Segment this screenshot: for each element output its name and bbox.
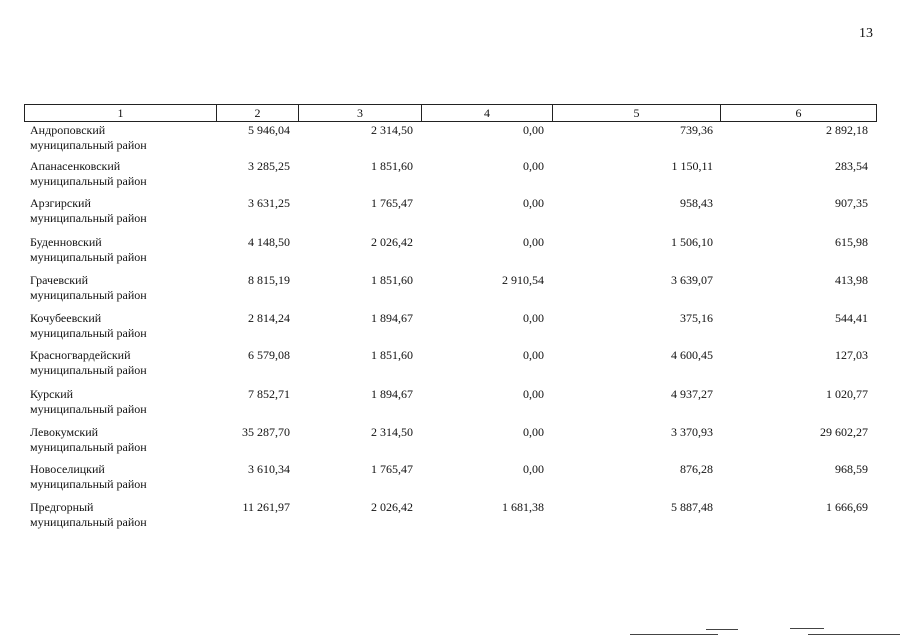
cell-col-6: 283,54 [835,159,868,173]
cell-col-4: 0,00 [523,462,544,476]
district-name-line2: муниципальный район [30,250,147,264]
cell-col-3: 1 851,60 [371,159,413,173]
cell-col-5: 5 887,48 [671,500,713,514]
cell-col-2: 2 814,24 [248,311,290,325]
district-name-line1: Красногвардейский [30,348,131,362]
table-row [0,159,903,191]
cell-col-4: 0,00 [523,425,544,439]
cell-col-2: 8 815,19 [248,273,290,287]
district-name-line1: Арзгирский [30,196,91,210]
district-name-line1: Левокумский [30,425,99,439]
footer-rule [790,628,824,629]
cell-col-6: 29 602,27 [820,425,868,439]
district-name-line2: муниципальный район [30,288,147,302]
district-name-line2: муниципальный район [30,138,147,152]
cell-col-2: 4 148,50 [248,235,290,249]
cell-col-3: 1 765,47 [371,462,413,476]
cell-col-2: 5 946,04 [248,123,290,137]
cell-col-3: 1 765,47 [371,196,413,210]
table-row [0,123,903,155]
cell-col-4: 0,00 [523,159,544,173]
cell-col-2: 11 261,97 [242,500,290,514]
cell-col-3: 1 851,60 [371,273,413,287]
table-row [0,273,903,305]
cell-col-6: 544,41 [835,311,868,325]
cell-col-2: 35 287,70 [242,425,290,439]
district-name-line1: Андроповский [30,123,106,137]
cell-col-2: 3 285,25 [248,159,290,173]
cell-col-6: 615,98 [835,235,868,249]
cell-col-5: 4 937,27 [671,387,713,401]
cell-col-6: 907,35 [835,196,868,210]
column-header-2: 2 [254,106,261,120]
cell-col-6: 968,59 [835,462,868,476]
district-name-line1: Грачевский [30,273,88,287]
table-row [0,311,903,343]
district-name-line2: муниципальный район [30,440,147,454]
cell-col-5: 739,36 [680,123,713,137]
cell-col-3: 2 314,50 [371,123,413,137]
district-name-line2: муниципальный район [30,174,147,188]
cell-col-2: 3 610,34 [248,462,290,476]
district-name-line1: Апанасенковский [30,159,121,173]
district-name-line2: муниципальный район [30,211,147,225]
cell-col-5: 4 600,45 [671,348,713,362]
cell-col-3: 1 894,67 [371,311,413,325]
district-name-line2: муниципальный район [30,477,147,491]
cell-col-2: 3 631,25 [248,196,290,210]
table-row [0,500,903,532]
cell-col-5: 3 370,93 [671,425,713,439]
cell-col-6: 1 666,69 [826,500,868,514]
table-row [0,462,903,494]
cell-col-3: 2 026,42 [371,235,413,249]
table-row [0,235,903,267]
table-row [0,196,903,228]
column-header-1: 1 [117,106,124,120]
district-name-line1: Буденновский [30,235,102,249]
cell-col-3: 1 894,67 [371,387,413,401]
cell-col-4: 0,00 [523,235,544,249]
table-row [0,425,903,457]
cell-col-3: 2 026,42 [371,500,413,514]
cell-col-4: 1 681,38 [502,500,544,514]
cell-col-4: 0,00 [523,348,544,362]
column-header-3: 3 [357,106,363,120]
cell-col-4: 0,00 [523,311,544,325]
district-name-line2: муниципальный район [30,402,147,416]
cell-col-3: 2 314,50 [371,425,413,439]
table-row [0,348,903,380]
page-number: 13 [859,26,873,41]
table-row [0,387,903,419]
cell-col-2: 6 579,08 [248,348,290,362]
district-name-line2: муниципальный район [30,363,147,377]
cell-col-4: 0,00 [523,196,544,210]
district-name-line1: Новоселицкий [30,462,105,476]
cell-col-6: 127,03 [835,348,868,362]
table-header [24,104,877,122]
footer-rule [808,634,900,635]
cell-col-6: 413,98 [835,273,868,287]
footer-rule [706,629,738,630]
column-header-5: 5 [633,106,640,120]
cell-col-5: 3 639,07 [671,273,713,287]
cell-col-5: 1 506,10 [671,235,713,249]
cell-col-5: 1 150,11 [671,159,713,173]
district-name-line2: муниципальный район [30,515,147,529]
district-name-line1: Предгорный [30,500,94,514]
district-name-line1: Кочубеевский [30,311,102,325]
cell-col-4: 0,00 [523,123,544,137]
column-header-6: 6 [795,106,802,120]
cell-col-6: 2 892,18 [826,123,868,137]
cell-col-5: 375,16 [680,311,713,325]
cell-col-5: 958,43 [680,196,713,210]
cell-col-3: 1 851,60 [371,348,413,362]
district-name-line1: Курский [30,387,74,401]
footer-rule [630,634,718,635]
cell-col-4: 2 910,54 [502,273,544,287]
cell-col-2: 7 852,71 [248,387,290,401]
cell-col-6: 1 020,77 [826,387,868,401]
column-header-4: 4 [484,106,490,120]
district-name-line2: муниципальный район [30,326,147,340]
cell-col-5: 876,28 [680,462,713,476]
cell-col-4: 0,00 [523,387,544,401]
